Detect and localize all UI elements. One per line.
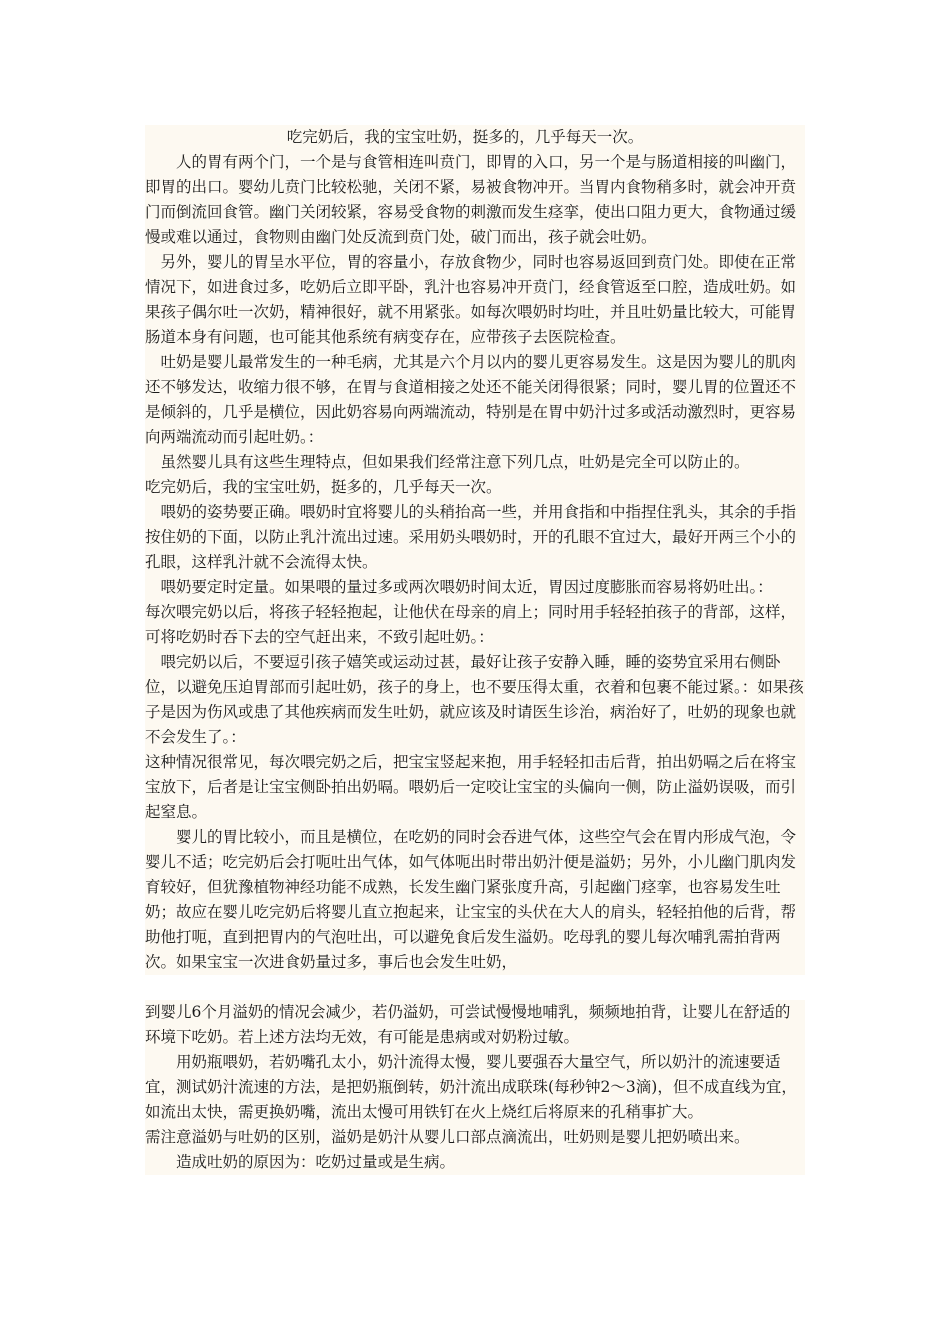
paragraph-overflow-vs-vomit: 需注意溢奶与吐奶的区别，溢奶是奶汁从婴儿口部点滴流出，吐奶则是婴儿把奶喷出来。 xyxy=(145,1128,750,1146)
paragraph-burping: 这种情况很常见，每次喂完奶之后，把宝宝竖起来抱，用手轻轻扣击后背，拍出奶嗝之后在将宝宝放下，后者是让宝宝侧卧拍出奶嗝。喂奶后一定咬让宝宝的头偏向一侧，防止溢奶误吸，而引起窒息。 xyxy=(145,753,797,821)
paragraph-feeding-posture: 喂奶的姿势要正确。喂奶时宜将婴儿的头稍抬高一些，并用食指和中指捏住乳头，其余的手指按住奶的下面，以防止乳汁流出过速。采用奶头喂奶时，开的孔眼不宜过大，最好开两三个小的孔眼，这样乳汁就不会流得太快。 xyxy=(145,503,797,571)
paragraph-six-months: 到婴儿6个月溢奶的情况会减少，若仍溢奶，可尝试慢慢地哺乳，频频地拍背，让婴儿在舒适的环境下吃奶。若上述方法均无效，有可能是患病或对奶粉过敏。 xyxy=(145,1003,791,1046)
paragraph-common-ailment: 吐奶是婴儿最常发生的一种毛病，尤其是六个月以内的婴儿更容易发生。这是因为婴儿的肌肉还不够发达，收缩力很不够，在胃与食道相接之处还不能关闭得很紧；同时，婴儿胃的位置还不是倾斜的，几乎是横位，因此奶容易向两端流动，特别是在胃中奶汁过多或活动激烈时，更容易向两端流动而引起吐奶。： xyxy=(145,353,797,446)
paragraph-small-stomach: 婴儿的胃比较小，而且是横位，在吃奶的同时会吞进气体，这些空气会在胃内形成气泡，令婴儿不适；吃完奶后会打呃吐出气体，如气体呃出时带出奶汁便是溢奶；另外，小儿幽门肌肉发育较好，但犹豫植物神经功能不成熟，长发生幽门紧张度升高，引起幽门痉挛，也容易发生吐奶；故应在婴儿吃完奶后将婴儿直立抱起来，让宝宝的头伏在大人的肩头，轻轻拍他的后背，帮助他打呃，直到把胃内的气泡吐出，可以避免食后发生溢奶。吃母乳的婴儿每次哺乳需拍背两次。如果宝宝一次进食奶量过多，事后也会发生吐奶， xyxy=(145,828,797,971)
paragraph-repeated-question: 吃完奶后，我的宝宝吐奶，挺多的，几乎每天一次。 xyxy=(145,478,502,496)
paragraph-stomach-gates: 人的胃有两个门，一个是与食管相连叫贲门，即胃的入口，另一个是与肠道相接的叫幽门，即胃的出口。婴幼儿贲门比较松驰，关闭不紧，易被食物冲开。当胃内食物稍多时，就会冲开贲门而倒流回食管。幽门关闭较紧，容易受食物的刺激而发生痉挛，使出口阻力更大，食物通过缓慢或难以通过，食物则由幽门处反流到贲门处，破门而出，孩子就会吐奶。 xyxy=(145,153,797,246)
paragraph-bottle-feeding: 用奶瓶喂奶，若奶嘴孔太小，奶汁流得太慢，婴儿要强吞大量空气，所以奶汁的流速要适宜，测试奶汁流速的方法，是把奶瓶倒转，奶汁流出成联珠(每秒钟2～3滴)，但不成直线为宜，如流出太快，需更换奶嘴，流出太慢可用铁钉在火上烧红后将原来的孔稍事扩大。 xyxy=(145,1053,797,1121)
paragraph-causes: 造成吐奶的原因为：吃奶过量或是生病。 xyxy=(176,1153,456,1171)
paragraph-timed-feeding: 喂奶要定时定量。如果喂的量过多或两次喂奶时间太近，胃因过度膨胀而容易将奶吐出。： 每次喂完奶以后，将孩子轻轻抱起，让他伏在母亲的肩上；同时用手轻轻拍孩子的背部，这样，可将吃奶时吞下去的空气赶出来，不致引起吐奶。： xyxy=(145,578,797,646)
paragraph-prevention-intro: 虽然婴儿具有这些生理特点，但如果我们经常注意下列几点，吐奶是完全可以防止的。 xyxy=(160,453,750,471)
article-body xyxy=(145,125,805,1175)
paragraph-horizontal-stomach: 另外，婴儿的胃呈水平位，胃的容量小，存放食物少，同时也容易返回到贲门处。即使在正常情况下，如进食过多，吃奶后立即平卧，乳汁也容易冲开贲门，经食管返至口腔，造成吐奶。如果孩子偶尔吐一次奶，精神很好，就不用紧张。如每次喂奶时均吐，并且吐奶量比较大，可能胃肠道本身有问题，也可能其他系统有病变存在，应带孩子去医院检查。 xyxy=(145,253,797,346)
article-title: 吃完奶后，我的宝宝吐奶，挺多的，几乎每天一次。 xyxy=(286,128,644,146)
paragraph-after-feeding: 喂完奶以后，不要逗引孩子嬉笑或运动过甚，最好让孩子安静入睡，睡的姿势宜采用右侧卧位，以避免压迫胃部而引起吐奶，孩子的身上，也不要压得太重，衣着和包裹不能过紧。：如果孩子是因为伤风或患了其他疾病而发生吐奶，就应该及时请医生诊治，病治好了，吐奶的现象也就不会发生了。： xyxy=(145,653,804,746)
paragraph-gap xyxy=(145,975,805,1000)
